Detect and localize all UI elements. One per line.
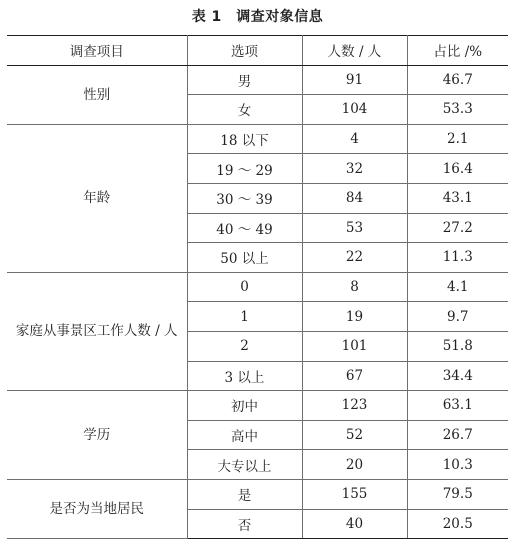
option-cell: 大专以上 — [187, 450, 302, 480]
item-cell: 性别 — [7, 65, 187, 124]
count-cell: 67 — [302, 361, 407, 391]
option-cell: 50 以上 — [187, 243, 302, 273]
option-cell: 2 — [187, 331, 302, 361]
percent-cell: 2.1 — [407, 124, 508, 154]
option-cell: 0 — [187, 272, 302, 302]
item-cell: 学历 — [7, 391, 187, 480]
item-cell: 年龄 — [7, 124, 187, 272]
item-cell: 是否为当地居民 — [7, 479, 187, 538]
percent-cell: 79.5 — [407, 479, 508, 509]
table-row — [7, 65, 508, 95]
option-cell: 40 ～ 49 — [187, 213, 302, 243]
count-cell: 53 — [302, 213, 407, 243]
count-cell: 40 — [302, 509, 407, 539]
option-cell: 女 — [187, 95, 302, 125]
table-row — [7, 391, 508, 421]
option-cell: 19 ～ 29 — [187, 154, 302, 184]
option-cell: 男 — [187, 65, 302, 95]
percent-cell: 9.7 — [407, 302, 508, 332]
percent-cell: 26.7 — [407, 420, 508, 450]
percent-cell: 34.4 — [407, 361, 508, 391]
option-cell: 否 — [187, 509, 302, 539]
header-option: 选项 — [187, 36, 302, 66]
option-cell: 高中 — [187, 420, 302, 450]
count-cell: 32 — [302, 154, 407, 184]
count-cell: 8 — [302, 272, 407, 302]
option-cell: 初中 — [187, 391, 302, 421]
percent-cell: 16.4 — [407, 154, 508, 184]
table-row — [7, 124, 508, 154]
percent-cell: 51.8 — [407, 331, 508, 361]
option-cell: 18 以下 — [187, 124, 302, 154]
percent-cell: 46.7 — [407, 65, 508, 95]
percent-cell: 4.1 — [407, 272, 508, 302]
percent-cell: 53.3 — [407, 95, 508, 125]
count-cell: 155 — [302, 479, 407, 509]
percent-cell: 43.1 — [407, 183, 508, 213]
count-cell: 91 — [302, 65, 407, 95]
count-cell: 19 — [302, 302, 407, 332]
header-count: 人数 / 人 — [302, 36, 407, 66]
percent-cell: 11.3 — [407, 243, 508, 273]
table-row — [7, 272, 508, 302]
percent-cell: 63.1 — [407, 391, 508, 421]
survey-table — [7, 35, 508, 539]
count-cell: 104 — [302, 95, 407, 125]
count-cell: 4 — [302, 124, 407, 154]
percent-cell: 20.5 — [407, 509, 508, 539]
item-cell: 家庭从事景区工作人数 / 人 — [7, 272, 187, 390]
percent-cell: 27.2 — [407, 213, 508, 243]
count-cell: 22 — [302, 243, 407, 273]
count-cell: 20 — [302, 450, 407, 480]
count-cell: 84 — [302, 183, 407, 213]
option-cell: 3 以上 — [187, 361, 302, 391]
count-cell: 101 — [302, 331, 407, 361]
option-cell: 1 — [187, 302, 302, 332]
table-row — [7, 479, 508, 509]
option-cell: 30 ～ 39 — [187, 183, 302, 213]
header-row — [7, 36, 508, 66]
header-item: 调查项目 — [7, 36, 187, 66]
count-cell: 52 — [302, 420, 407, 450]
percent-cell: 10.3 — [407, 450, 508, 480]
count-cell: 123 — [302, 391, 407, 421]
table-body — [7, 65, 508, 539]
option-cell: 是 — [187, 479, 302, 509]
table-title: 表 1 调查对象信息 — [191, 9, 324, 25]
header-percent: 占比 /% — [407, 36, 508, 66]
